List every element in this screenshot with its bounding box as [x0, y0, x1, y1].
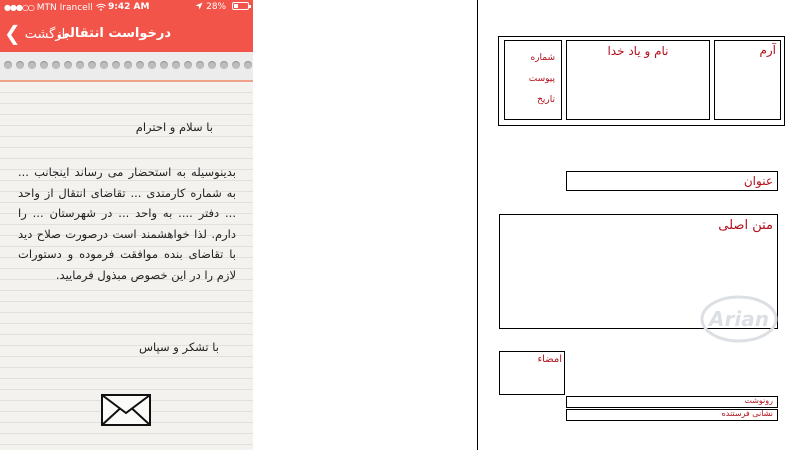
binding-ring: [196, 61, 204, 69]
header-title-box: [566, 40, 710, 120]
sender-address-box: [566, 409, 778, 421]
binding-ring: [112, 61, 120, 69]
binding-ring: [76, 61, 84, 69]
page-title: درخواست انتقالی: [56, 26, 171, 41]
binding-ring: [64, 61, 72, 69]
binding-ring: [100, 61, 108, 69]
number-label: شماره: [530, 53, 555, 63]
letter-paper: [0, 82, 253, 450]
carrier-label: MTN Irancell: [36, 3, 93, 13]
envelope-icon[interactable]: [101, 394, 151, 426]
binding-ring: [136, 61, 144, 69]
battery-percent: 28%: [206, 2, 227, 12]
binding-ring: [52, 61, 60, 69]
letter-meta-box: [504, 40, 562, 120]
binding-ring: [16, 61, 24, 69]
watermark-text: Arian: [709, 307, 769, 331]
chevron-left-icon: ❮: [4, 21, 21, 45]
header-title-label: نام و یاد خدا: [607, 44, 669, 58]
binding-ring: [88, 61, 96, 69]
signature-label: امضاء: [537, 354, 562, 365]
binding-ring: [4, 61, 12, 69]
attachment-label: پیوست: [528, 74, 555, 84]
clock-label: 9:42 AM: [108, 2, 150, 12]
signal-dots-icon: ●●●○○: [4, 3, 34, 12]
binding-ring: [184, 61, 192, 69]
binding-ring: [160, 61, 168, 69]
copy-line-box: [566, 396, 778, 408]
status-bar: [0, 0, 253, 15]
copy-label: رونوشت: [744, 396, 773, 405]
logo-box: [714, 40, 781, 120]
binding-ring: [208, 61, 216, 69]
watermark-logo: [700, 292, 778, 344]
binding-ring: [220, 61, 228, 69]
date-label: تاریخ: [537, 95, 555, 105]
nav-bar: [0, 15, 253, 52]
battery-level: [234, 4, 238, 8]
binding-ring: [40, 61, 48, 69]
battery-icon: [232, 2, 249, 10]
binding-ring: [244, 61, 252, 69]
binding-ring: [124, 61, 132, 69]
notebook-binding: [0, 52, 253, 82]
back-button-label: بازگشت: [24, 27, 70, 42]
binding-ring: [232, 61, 240, 69]
subject-label: عنوان: [743, 174, 773, 188]
letter-greeting: با سلام و احترام: [135, 120, 213, 134]
binding-ring: [28, 61, 36, 69]
binding-ring: [148, 61, 156, 69]
letter-body: بدینوسیله به استحضار می رساند اینجانب ... به شماره کارمندی ... تقاضای انتقال از واحد ... دفتر .... به واحد ... در شهرستان ... را دارم. لذا خواهشمند است درصورت صلاح دید با تقاضای بنده موافقت فرموده و دستورات لازم را در این خصوص مبذول فرمایید.: [18, 165, 236, 282]
letter-closing: با تشکر و سپاس: [138, 340, 219, 354]
wifi-icon: [96, 3, 106, 11]
subject-box: [566, 171, 778, 191]
sender-address-label: نشانی فرستنده: [721, 409, 773, 418]
logo-label: آرم: [759, 43, 776, 57]
phone-screen: [0, 0, 253, 450]
binding-ring: [172, 61, 180, 69]
main-text-label: متن اصلی: [718, 218, 773, 233]
signature-box: [499, 351, 565, 395]
location-arrow-icon: [195, 2, 203, 10]
